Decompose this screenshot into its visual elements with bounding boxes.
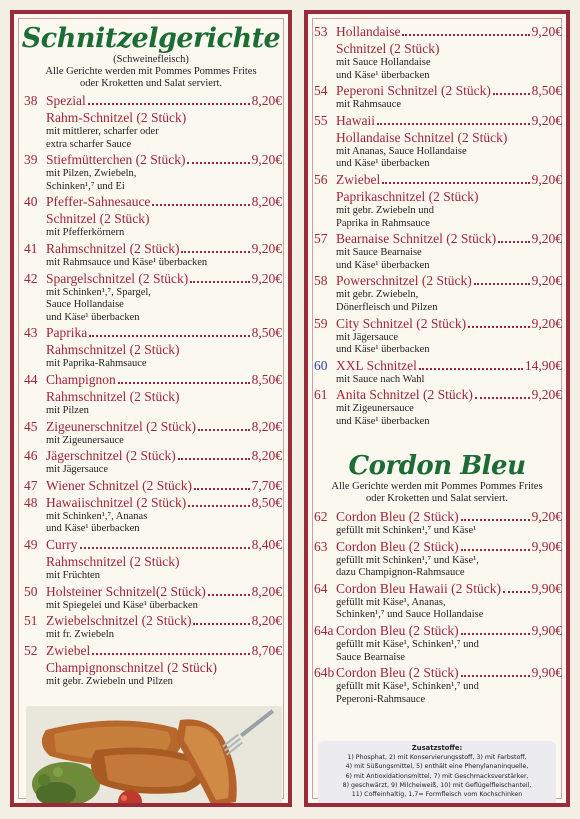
menu-item-price: 9,20€ [531, 315, 562, 331]
menu-item-number: 54 [314, 83, 328, 99]
menu-item-line [46, 642, 282, 659]
dot-leader [461, 549, 530, 551]
menu-item-line [46, 240, 282, 257]
menu-item-description: dazu Champignon-Rahmsauce [336, 567, 465, 579]
dot-leader [190, 281, 249, 283]
menu-item-name: Cordon Bleu (2 Stück) [336, 665, 459, 681]
menu-item-name: Zwiebel [336, 171, 381, 187]
menu-item-description: mit Schinken¹,⁷, Spargel, [46, 286, 151, 298]
menu-item-name: Stiefmütterchen (2 Stück) [46, 152, 186, 168]
menu-item [314, 230, 562, 272]
dot-leader [152, 204, 249, 206]
menu-item-description: gefüllt mit Käse¹, Schinken¹,⁷ und [336, 638, 479, 650]
left-menu-list [24, 92, 282, 688]
section-note-line1: Alle Gerichte werden mit Pommes Pommes Frites [45, 66, 257, 77]
menu-item-number: 47 [24, 477, 38, 493]
menu-item-number: 58 [314, 273, 328, 289]
menu-item-subname: Hollandaise Schnitzel (2 Stück) [336, 129, 508, 145]
menu-item-description: und Käse¹ überbacken [336, 259, 430, 271]
menu-item-name: Spargelschnitzel (2 Stück) [46, 270, 189, 286]
menu-item-line [46, 536, 282, 553]
menu-item-line [336, 272, 562, 289]
menu-item-number: 64a [314, 622, 334, 638]
menu-item-description: mit Pilzen [46, 404, 89, 416]
menu-item-name: Pfeffer-Sahnesauce [46, 194, 151, 210]
menu-item-name: Zwiebelschnitzel (2 Stück) [46, 613, 192, 629]
menu-item-number: 56 [314, 171, 328, 187]
menu-item-description: mit Jägersauce [336, 331, 399, 343]
menu-item-price: 8,20€ [251, 448, 282, 464]
menu-item-price: 9,90€ [531, 580, 562, 596]
menu-item-line [46, 151, 282, 168]
menu-item-number: 41 [24, 240, 38, 256]
menu-item [24, 418, 282, 448]
menu-item-line [336, 357, 562, 374]
menu-item-description: mit Sauce Hollandaise [336, 57, 431, 68]
dot-leader [474, 283, 530, 285]
menu-item-description: gefüllt mit Käse¹, Schinken¹,⁷ und [336, 681, 479, 693]
dot-leader [461, 633, 530, 635]
menu-item [24, 92, 282, 151]
dot-leader [187, 162, 249, 164]
dot-leader [181, 251, 249, 253]
menu-item [314, 664, 562, 706]
menu-item-description: und Käse¹ überbacken [46, 523, 140, 535]
dot-leader [493, 93, 530, 95]
menu-item-line [46, 447, 282, 464]
menu-item-price: 8,50€ [251, 325, 282, 341]
menu-item [24, 270, 282, 325]
menu-item-price: 9,20€ [251, 240, 282, 256]
menu-item-description: und Käse¹ überbacken [336, 158, 430, 170]
menu-item-line [336, 538, 562, 555]
left-header [14, 24, 288, 90]
menu-item-price: 7,70€ [251, 477, 282, 493]
menu-item-number: 45 [24, 418, 38, 434]
menu-item-number: 49 [24, 536, 38, 552]
menu-item [24, 642, 282, 689]
menu-item-description: Sauce Bearnaise [336, 651, 406, 663]
additives-line: 4) mit Süßungsmittel, 5) enthält eine Phenylananinquelle, [345, 763, 529, 771]
dot-leader [88, 103, 250, 105]
menu-item-number: 57 [314, 231, 328, 247]
menu-item-price: 8,70€ [251, 642, 282, 658]
menu-item-name: Powerschnitzel (2 Stück) [336, 273, 472, 289]
dot-leader [89, 335, 249, 337]
menu-item-number: 48 [24, 494, 38, 510]
menu-item-number: 59 [314, 315, 328, 331]
menu-item-line [336, 664, 562, 681]
dot-leader [461, 519, 530, 521]
menu-item [24, 477, 282, 494]
menu-item-subname: Schnitzel (2 Stück) [46, 211, 150, 227]
menu-item-price: 8,20€ [251, 418, 282, 434]
menu-item-number: 61 [314, 387, 328, 403]
menu-item-description: mit Jägersauce [46, 464, 109, 476]
dot-leader [461, 675, 530, 677]
menu-item-description: mit gebr. Zwiebeln und [336, 204, 434, 216]
menu-item-description: Peperoni-Rahmsauce [336, 693, 426, 705]
menu-item-number: 40 [24, 194, 38, 210]
menu-item [314, 538, 562, 580]
menu-item-description: extra scharfer Sauce [46, 138, 132, 150]
section-title-cordon-bleu: Cordon Bleu [348, 451, 526, 481]
menu-item-number: 43 [24, 325, 38, 341]
menu-item [314, 622, 562, 664]
menu-item-price: 8,50€ [251, 494, 282, 510]
menu-item-subname: Rahmschnitzel (2 Stück) [46, 342, 180, 358]
menu-item-description: mit Rahmsauce und Käse¹ überbacken [46, 256, 208, 268]
menu-item-line [336, 82, 562, 99]
menu-item-subname: Rahmschnitzel (2 Stück) [46, 388, 180, 404]
menu-item-line [46, 270, 282, 287]
menu-item [24, 193, 282, 240]
menu-item-price: 9,90€ [531, 665, 562, 681]
menu-item-price: 8,40€ [251, 536, 282, 552]
dot-leader [377, 123, 530, 125]
menu-item-line [336, 580, 562, 597]
menu-item-name: Holsteiner Schnitzel(2 Stück) [46, 583, 206, 599]
menu-item-number: 51 [24, 613, 38, 629]
menu-item-number: 60 [314, 357, 328, 373]
menu-item-name: Hawaii [336, 112, 375, 128]
menu-item-price: 9,90€ [531, 622, 562, 638]
menu-item-price: 9,90€ [531, 538, 562, 554]
menu-item-number: 53 [314, 24, 328, 39]
menu-item-subname: Paprikaschnitzel (2 Stück) [336, 188, 479, 204]
menu-item-name: Zigeunerschnitzel (2 Stück) [46, 418, 196, 434]
menu-item-name: Peperoni Schnitzel (2 Stück) [336, 83, 491, 99]
menu-item-number: 55 [314, 112, 328, 128]
menu-item-name: Jägerschnitzel (2 Stück) [46, 448, 176, 464]
right-menu-panel [304, 10, 570, 807]
dot-leader [193, 623, 249, 625]
cordon-note-line1: Alle Gerichte werden mit Pommes Pommes Frites [331, 481, 543, 492]
menu-item-name: Paprika [46, 325, 88, 341]
menu-item-price: 8,20€ [251, 194, 282, 210]
menu-item-description: mit Pfefferkörnern [46, 227, 125, 239]
section-subtitle-meat: (Schweinefleisch) [113, 54, 189, 65]
menu-item-name: Wiener Schnitzel (2 Stück) [46, 477, 193, 493]
menu-item [314, 357, 562, 387]
menu-item-number: 64 [314, 580, 328, 596]
menu-item-description: mit mittlerer, scharfer oder [46, 126, 159, 137]
menu-item-description: mit fr. Zwiebeln [46, 629, 114, 641]
menu-item-description: gefüllt mit Schinken¹,⁷ und Käse¹, [336, 554, 479, 566]
menu-item-line [336, 23, 562, 40]
menu-item-line [336, 315, 562, 332]
menu-item-number: 63 [314, 538, 328, 554]
menu-item-name: Rahmschnitzel (2 Stück) [46, 240, 180, 256]
menu-item-description: mit Paprika-Rahmsauce [46, 358, 147, 370]
menu-item [314, 580, 562, 622]
menu-item-name: Cordon Bleu (2 Stück) [336, 622, 459, 638]
dot-leader [475, 397, 530, 399]
menu-item-number: 42 [24, 270, 38, 286]
menu-item [314, 508, 562, 538]
dot-leader [198, 429, 250, 431]
additives-line: 8) geschwärzt, 9) Milcheiweiß, 10) mit Geflügelfleischanteil, [342, 781, 532, 789]
menu-item-number: 50 [24, 583, 38, 599]
menu-item-price: 8,50€ [531, 83, 562, 99]
menu-item-line [46, 193, 282, 210]
menu-item-name: City Schnitzel (2 Stück) [336, 315, 467, 331]
menu-item-number: 64b [314, 665, 335, 681]
menu-item-name: Curry [46, 536, 78, 552]
dot-leader [188, 505, 249, 507]
menu-item-description: mit gebr. Zwiebeln und Pilzen [46, 675, 173, 687]
additives-line: 1) Phosphat, 2) mit Konservierungsstoff, 3) mit Farbstoff, [347, 754, 527, 762]
menu-item-description: Schinken¹,⁷ und Sauce Hollandaise [336, 609, 484, 621]
menu-item-line [46, 477, 282, 494]
menu-item [24, 536, 282, 583]
dot-leader [419, 368, 523, 370]
dot-leader [402, 34, 529, 36]
cordon-bleu-list [314, 508, 562, 706]
menu-item-description: Paprika in Rahmsauce [336, 217, 430, 229]
menu-item-description: und Käse¹ überbacken [336, 344, 430, 356]
dot-leader [178, 458, 250, 460]
menu-item [24, 583, 282, 613]
menu-item-price: 14,90€ [524, 357, 562, 373]
menu-item-line [336, 508, 562, 525]
menu-item-description: mit Zigeunersauce [336, 403, 414, 415]
menu-item-price: 8,20€ [251, 93, 282, 108]
menu-item-description: mit Zigeunersauce [46, 434, 124, 446]
dot-leader [194, 488, 250, 490]
section-title-schnitzelgerichte: Schnitzelgerichte [21, 23, 281, 54]
menu-item-description: gefüllt mit Schinken¹,⁷ und Käse¹ [336, 525, 477, 536]
menu-item-price: 9,20€ [531, 273, 562, 289]
menu-item-description: mit Sauce nach Wahl [336, 373, 425, 385]
menu-item-line [46, 494, 282, 511]
additives-line: 6) mit Antioxidationsmittel, 7) mit Geschmacksverstärker, [345, 772, 529, 780]
menu-item [24, 447, 282, 477]
menu-item-number: 52 [24, 642, 38, 658]
menu-item-description: mit Rahmsauce [336, 99, 402, 111]
menu-item-description: und Käse¹ überbacken [336, 69, 430, 81]
menu-item-line [336, 112, 562, 129]
menu-item-name: Champignon [46, 371, 116, 387]
menu-item-description: mit gebr. Zwiebeln, [336, 289, 419, 301]
menu-item-subname: Champignonschnitzel (2 Stück) [46, 659, 217, 675]
menu-item-price: 9,20€ [531, 509, 562, 524]
menu-item-name: Zwiebel [46, 642, 91, 658]
menu-item-line [46, 92, 282, 109]
menu-item [314, 315, 562, 357]
cordon-note-line2: oder Kroketten und Salat serviert. [366, 493, 508, 504]
additives-title: Zusatzstoffe: [411, 744, 463, 752]
menu-item-description: mit Sauce Bearnaise [336, 247, 422, 259]
menu-item-number: 46 [24, 448, 38, 464]
menu-item [24, 324, 282, 371]
dot-leader [80, 547, 250, 549]
menu-item-line [46, 612, 282, 629]
menu-item-number: 39 [24, 152, 38, 168]
dot-leader [118, 382, 250, 384]
menu-item-description: und Käse¹ überbacken [336, 415, 430, 427]
additives-line: 11) Coffeinhaltig, 1,7= Formfleisch vom Kochschinken [351, 791, 523, 799]
menu-item-description: mit Pilzen, Zwiebeln, [46, 168, 137, 180]
menu-item-number: 38 [24, 93, 38, 108]
schnitzel-photo [26, 706, 282, 807]
cordon-bleu-header [308, 451, 566, 505]
menu-item-description: Dönerfleisch und Pilzen [336, 301, 438, 313]
right-menu-list [314, 23, 562, 429]
menu-item-description: mit Spiegelei und Käse¹ überbacken [46, 599, 198, 611]
menu-item [314, 272, 562, 314]
menu-item-line [46, 418, 282, 435]
menu-item-line [336, 171, 562, 188]
dot-leader [498, 241, 530, 243]
menu-item-line [46, 583, 282, 600]
menu-item-price: 9,20€ [531, 112, 562, 128]
dot-leader [503, 591, 530, 593]
menu-item-name: XXL Schnitzel [336, 357, 417, 373]
menu-item [314, 386, 562, 428]
menu-item-name: Cordon Bleu (2 Stück) [336, 509, 459, 524]
menu-item-name: Spezial [46, 93, 86, 108]
menu-item-description: Schinken¹,⁷ und Ei [46, 180, 125, 192]
dot-leader [468, 326, 530, 328]
menu-item [314, 112, 562, 171]
menu-item-name: Cordon Bleu (2 Stück) [336, 538, 459, 554]
menu-item-price: 9,20€ [531, 387, 562, 403]
menu-item-description: mit Früchten [46, 569, 100, 581]
menu-item-description: gefüllt mit Käse¹, Ananas, [336, 596, 446, 608]
menu-item-description: mit Schinken¹,⁷, Ananas [46, 510, 148, 522]
menu-item-price: 9,20€ [251, 270, 282, 286]
menu-item-line [336, 386, 562, 403]
menu-item-number: 44 [24, 371, 38, 387]
menu-item-name: Anita Schnitzel (2 Stück) [336, 387, 473, 403]
dot-leader [208, 594, 250, 596]
menu-item [24, 151, 282, 193]
menu-item-price: 9,20€ [531, 231, 562, 247]
left-menu-panel [10, 10, 292, 807]
menu-item-subname: Rahmschnitzel (2 Stück) [46, 553, 180, 569]
menu-item-price: 9,20€ [531, 171, 562, 187]
dot-leader [92, 653, 249, 655]
section-note-line2: oder Kroketten und Salat serviert. [80, 78, 222, 89]
menu-item-price: 9,20€ [531, 24, 562, 39]
menu-item-price: 9,20€ [251, 152, 282, 168]
menu-item-line [336, 230, 562, 247]
menu-item-price: 8,50€ [251, 371, 282, 387]
menu-item-subname: Schnitzel (2 Stück) [336, 41, 440, 56]
menu-item-name: Cordon Bleu Hawaii (2 Stück) [336, 580, 501, 596]
menu-item-subname: Rahm-Schnitzel (2 Stück) [46, 110, 187, 125]
menu-item-line [46, 371, 282, 388]
menu-item [314, 23, 562, 82]
menu-item-line [336, 622, 562, 639]
menu-item [314, 171, 562, 230]
menu-item [24, 371, 282, 418]
menu-item-price: 8,20€ [251, 613, 282, 629]
menu-item [314, 82, 562, 112]
menu-item-description: Sauce Hollandaise [46, 299, 124, 311]
menu-item [24, 240, 282, 270]
menu-item-name: Bearnaise Schnitzel (2 Stück) [336, 231, 497, 247]
menu-item-description: mit Ananas, Sauce Hollandaise [336, 145, 467, 157]
menu-item [24, 612, 282, 642]
menu-item-name: Hawaiischnitzel (2 Stück) [46, 494, 187, 510]
menu-item [24, 494, 282, 536]
menu-item-price: 8,20€ [251, 583, 282, 599]
menu-item-line [46, 324, 282, 341]
menu-item-name: Hollandaise [336, 24, 401, 39]
additives-box [318, 741, 556, 807]
menu-item-number: 62 [314, 509, 328, 524]
menu-item-description: und Käse¹ überbacken [46, 311, 140, 323]
dot-leader [382, 182, 529, 184]
